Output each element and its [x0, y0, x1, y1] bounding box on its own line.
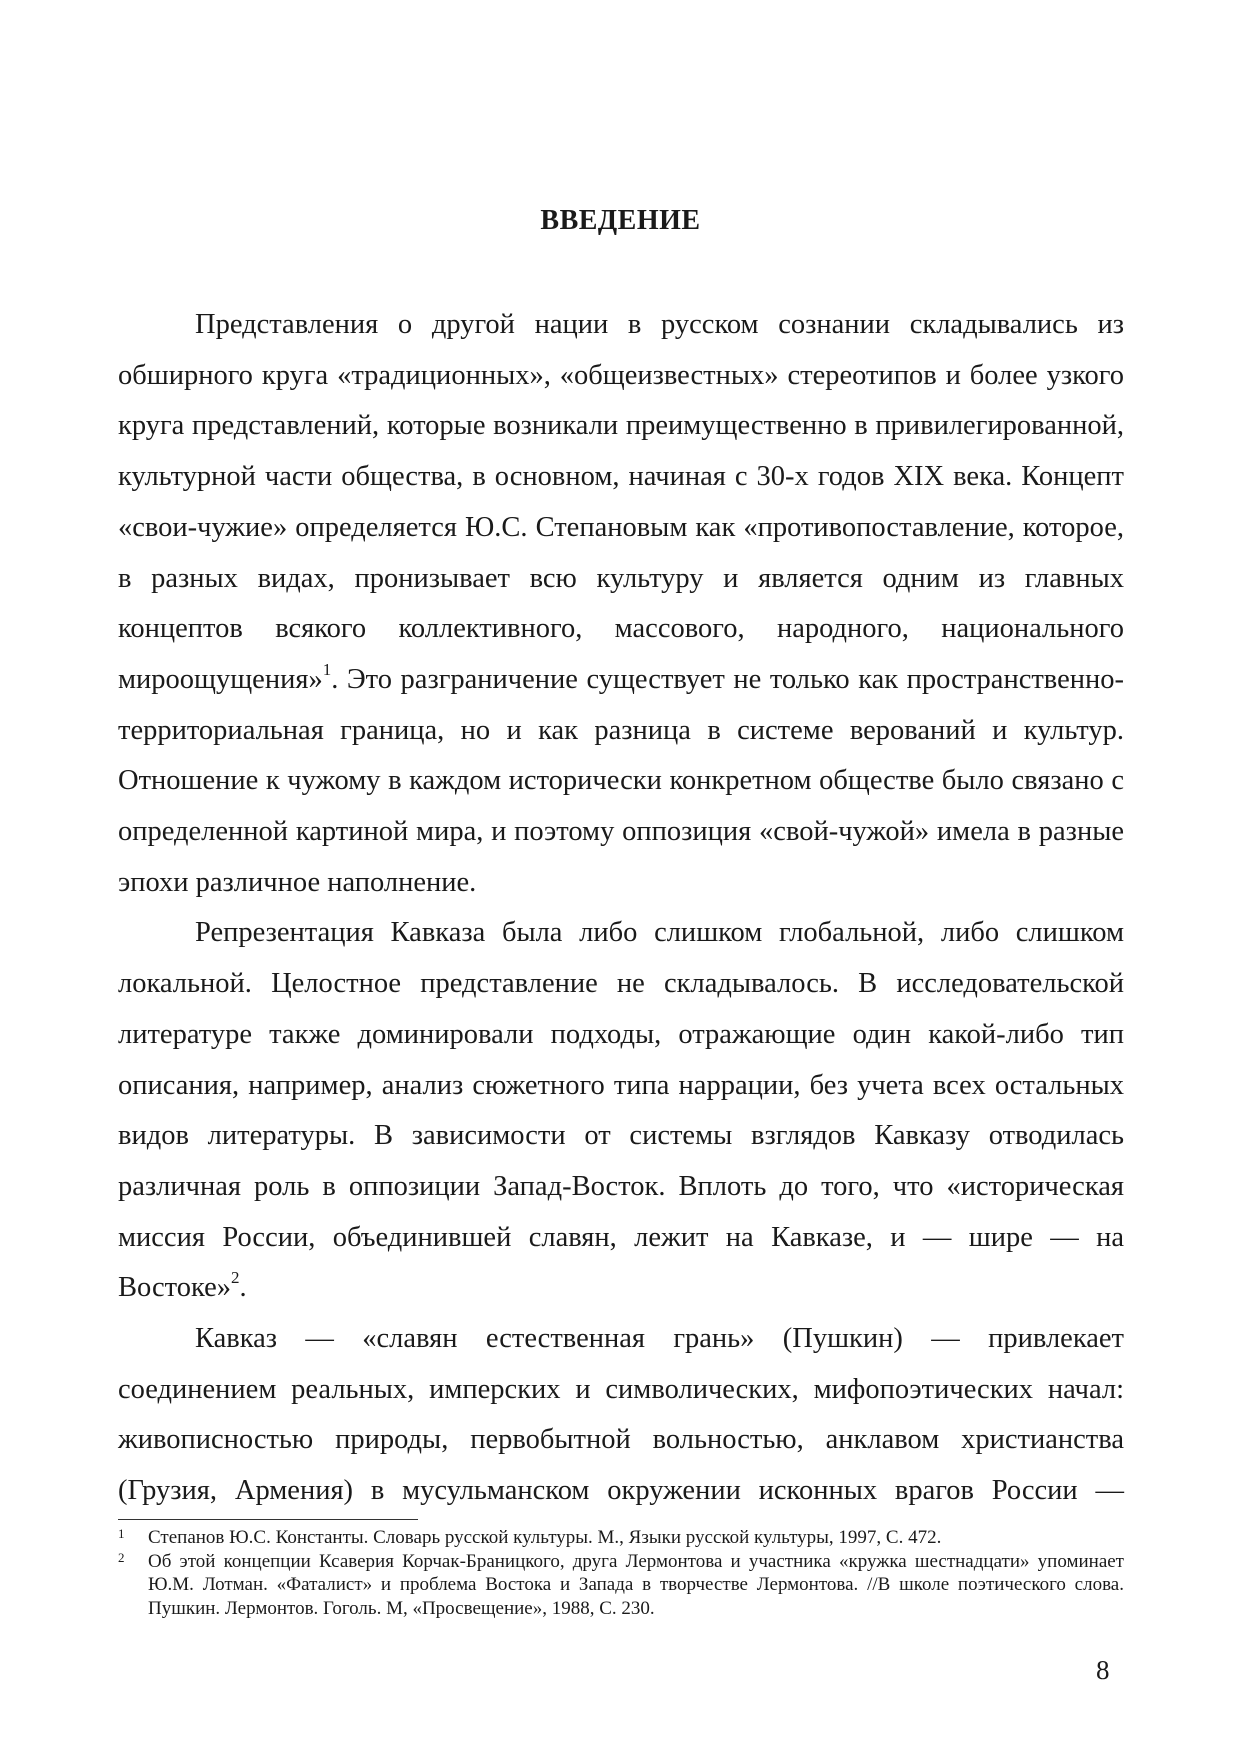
paragraph-2-text-before: Репрезентация Кавказа была либо слишком глобальной, либо слишком локальной. Целостное представление не складывалось. В исследовательской литературе также доминировали подходы, отражающие один какой-либо тип описания, например, анализ сюжетного типа наррации, без учета всех остальных видов литературы. В зависимости от системы взглядов Кавказу отводилась различная роль в оппозиции Запад-Восток. Вплоть до того, что «историческая миссия России, объединившей славян, лежит на Кавказе, и — шире — на Востоке»	[118, 917, 1124, 1304]
footnote-1-number: 1	[118, 1526, 125, 1541]
paragraph-2-text-after: .	[239, 1272, 247, 1304]
paragraph-1	[118, 300, 1124, 908]
footnote-separator	[118, 1519, 418, 1520]
main-text	[118, 300, 1124, 1517]
footnote-ref-1[interactable]: 1	[322, 659, 332, 679]
paragraph-3	[118, 1314, 1124, 1517]
paragraph-1-text-before: Представления о другой нации в русском сознании складывались из обширного круга «традиционных», «общеизвестных» стереотипов и более узкого круга представлений, которые возникали преимущественно в привилегированной, культурной части общества, в основном, начиная с 30-х годов XIX века. Концепт «свои-чужие» определяется Ю.С. Степановым как «противопоставление, которое, в разных видах, пронизывает всю культуру и является одним из главных концептов всякого коллективного, массового, народного, национального мироощущения»	[118, 309, 1124, 695]
paragraph-1-text-after: . Это разграничение существует не только как пространственно-территориальная граница, но и как разница в системе верований и культур. Отношение к чужому в каждом исторически конкретном обществе было связано с определенной картиной мира, и поэтому оппозиция «свой-чужой» имела в разные эпохи различное наполнение.	[118, 663, 1124, 898]
footnote-1	[118, 1526, 1124, 1550]
footnote-2	[118, 1550, 1124, 1621]
page-number: 8	[1096, 1655, 1110, 1685]
footnote-ref-2[interactable]: 2	[230, 1268, 240, 1288]
paragraph-2	[118, 908, 1124, 1314]
footnote-2-number: 2	[118, 1549, 125, 1565]
footnotes	[118, 1526, 1124, 1620]
footnote-2-text: Об этой концепции Ксаверия Корчак-Браницкого, друга Лермонтова и участника «кружка шестнадцати» упоминает Ю.М. Лотман. «Фаталист» и проблема Востока и Запада в творчестве Лермонтова. //В школе поэтического слова. Пушкин. Лермонтов. Гоголь. М, «Просвещение», 1988, С. 230.	[148, 1550, 1124, 1619]
paragraph-3-text: Кавказ — «славян естественная грань» (Пушкин) — привлекает соединением реальных, имперских и символических, мифопоэтических начал: живописностью природы, первобытной вольностью, анклавом христианства (Грузия, Армения) в мусульманском окружении исконных врагов России —	[118, 1323, 1124, 1507]
footnote-1-text: Степанов Ю.С. Константы. Словарь русской культуры. М., Языки русской культуры, 1997, С. 472.	[148, 1527, 942, 1548]
page-title: ВВЕДЕНИЕ	[540, 205, 701, 236]
